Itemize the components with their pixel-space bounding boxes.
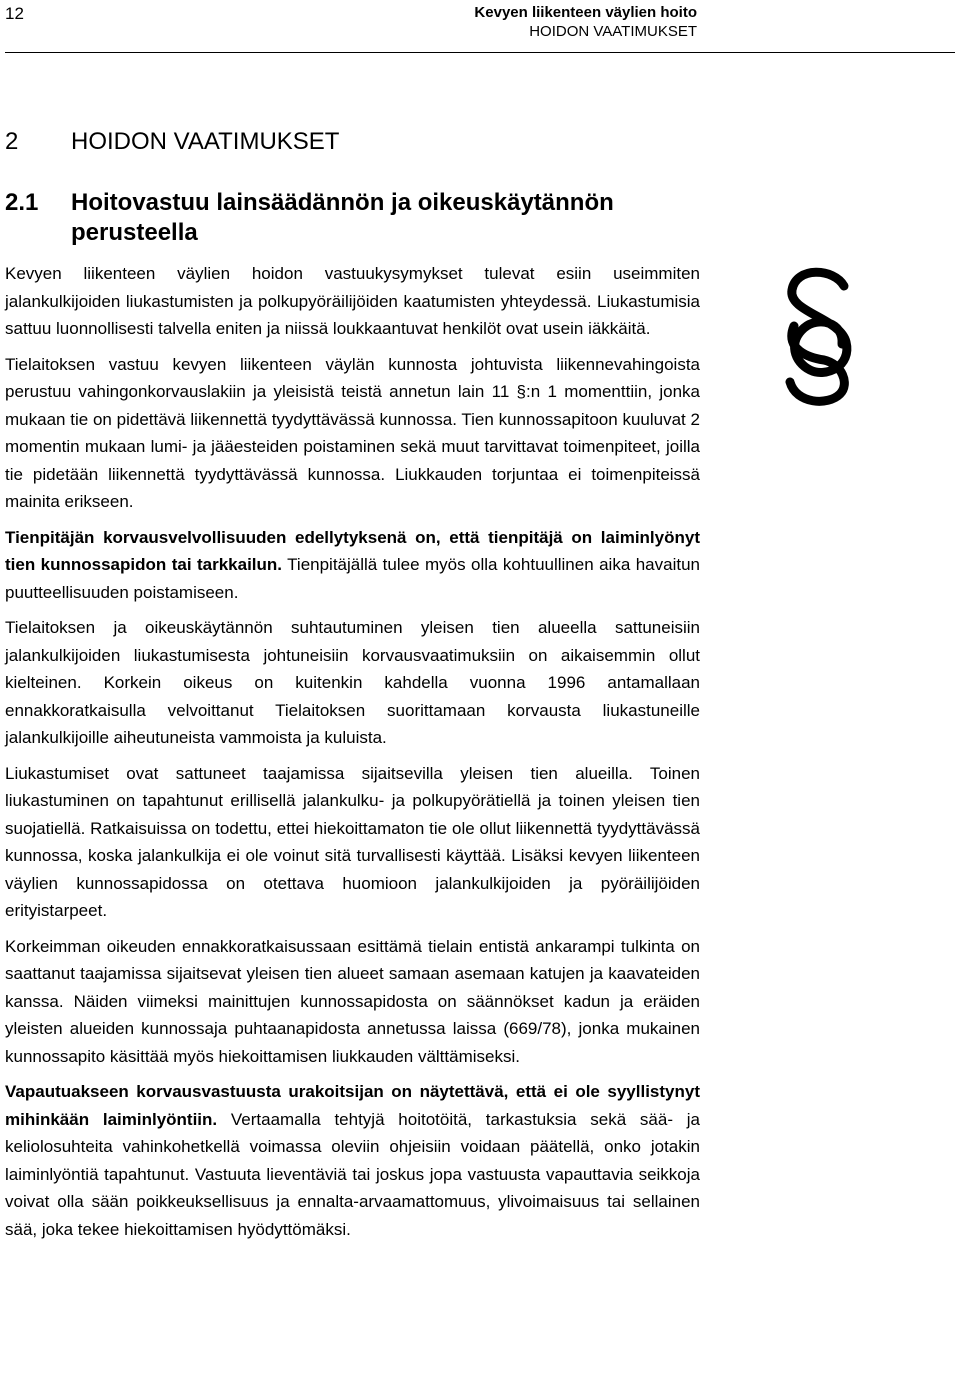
paragraph <box>5 933 700 1071</box>
section-title: Hoitovastuu lainsäädännön ja oikeuskäytännön perusteella <box>71 189 614 246</box>
paragraph-text: Tielaitoksen vastuu kevyen liikenteen väylän kunnosta johtuvista liikennevahingoista perustuu vahingonkorvauslakiin ja yleisistä teistä annetun lain 11 §:n 1 momenttiin, jonka mukaan tie on pidettävä liikennettä tyydyttävässä kunnossa. Tien kunnossapitoon kuuluvat 2 momentin mukaan lumi- ja jääesteiden poistaminen sekä muut tarvittavat toimenpiteet, joilla tie pidetään liikennettä tyydyttävässä kunnossa. Liukkauden torjuntaa ei toimenpiteissä mainita erikseen. <box>5 354 700 511</box>
paragraph-text: Korkeimman oikeuden ennakkoratkaisussaan esittämä tielain entistä ankarampi tulkinta on saattanut taajamissa sijaitsevat yleisen tien alueet samaan asemaan katujen ja kaavateiden kanssa. Näiden viimeksi mainittujen kunnossapidosta on säännökset kadun ja eräiden yleisten alueiden kunnossaja puhtaanapidosta annetussa laissa (669/78), jonka mukainen kunnossapito käsittää myös hiekoittamisen liukkauden välttämiseksi. <box>5 936 700 1066</box>
page-header <box>5 0 955 54</box>
paragraph-text: Tielaitoksen ja oikeuskäytännön suhtautuminen yleisen tien alueella sattuneisiin jalankulkijoiden liukastumisesta johtuneisiin korvausvaatimuksiin on aikaisemmin ollut kielteinen. Korkein oikeus on kuitenkin kahdella vuonna 1996 antamallaan ennakkoratkaisulla velvoittanut Tielaitoksen suorittamaan korvausta liukastuneille jalankulkijoille aiheutuneista vammoista ja kuluista. <box>5 618 700 747</box>
page-number: 12 <box>5 4 24 23</box>
paragraph <box>5 760 700 925</box>
section-number: 2.1 <box>5 189 39 216</box>
chapter-heading <box>5 128 700 156</box>
section-heading <box>5 188 700 248</box>
paragraph-text: Tienpitäjällä tulee myös olla kohtuullinen aika havaitun puutteellisuuden poistamiseen. <box>5 555 700 602</box>
header-divider <box>5 52 955 53</box>
paragraph-bold: Tienpitäjän korvausvelvollisuuden edellytyksenä on, että tienpitäjä on laiminlyönyt tien kunnossapidon tai tarkkailun. <box>5 527 700 574</box>
paragraph <box>5 524 700 607</box>
page-content <box>5 128 700 1251</box>
paragraph-text: Liukastumiset ovat sattuneet taajamissa sijaitsevilla yleisen tien alueilla. Toinen liukastuminen on tapahtunut erillisellä jalankulku- ja polkupyörätiellä ja toinen yleisen tien suojatiellä. Ratkaisuissa on todettu, ettei hiekoittamaton tie ole ollut liikennettä tyydyttävässä kunnossa, koska jalankulkija ei ole voinut sitä turvallisesti käyttää. Lisäksi kevyen liikenteen väylien kunnossapidossa on otettava huomioon jalankulkijoiden ja pyöräilijöiden erityistarpeet. <box>5 763 700 920</box>
section-sign-icon <box>770 262 866 408</box>
paragraph <box>5 260 700 343</box>
chapter-number: 2 <box>5 128 19 155</box>
chapter-title: HOIDON VAATIMUKSET <box>71 128 340 155</box>
paragraph-bold: Vapautuakseen korvausvastuusta urakoitsijan on näytettävä, että ei ole syyllistynyt mihinkään laiminlyöntiin. <box>5 1082 700 1129</box>
paragraph <box>5 614 700 752</box>
running-subtitle: HOIDON VAATIMUKSET <box>529 23 697 40</box>
running-title: Kevyen liikenteen väylien hoito <box>474 4 697 21</box>
paragraph-text: Vertaamalla tehtyjä hoitotöitä, tarkastuksia sekä sää- ja keliolosuhteita vahinkohetkellä voimassa oleviin ohjeisiin voidaan päätellä, onko jotakin laiminlyöntiä tapahtunut. Vastuuta lieventäviä tai joskus jopa vastuusta vapauttavia seikkoja voivat olla sään poikkeuksellisuus ja ennalta-arvaamattomuus, ylivoimaisuus tai sellainen sää, joka tekee hiekoittamisen hyödyttömäksi. <box>5 1109 700 1239</box>
paragraph <box>5 351 700 516</box>
paragraph-text: Kevyen liikenteen väylien hoidon vastuukysymykset tulevat esiin useimmiten jalankulkijoiden liukastumisten ja polkupyöräilijöiden kaatumisten yhteydessä. Liukastumisia sattuu luonnollisesti talvella eniten ja niissä loukkaantuvat henkilöt ovat usein iäkkäitä. <box>5 264 700 338</box>
paragraph <box>5 1078 700 1243</box>
